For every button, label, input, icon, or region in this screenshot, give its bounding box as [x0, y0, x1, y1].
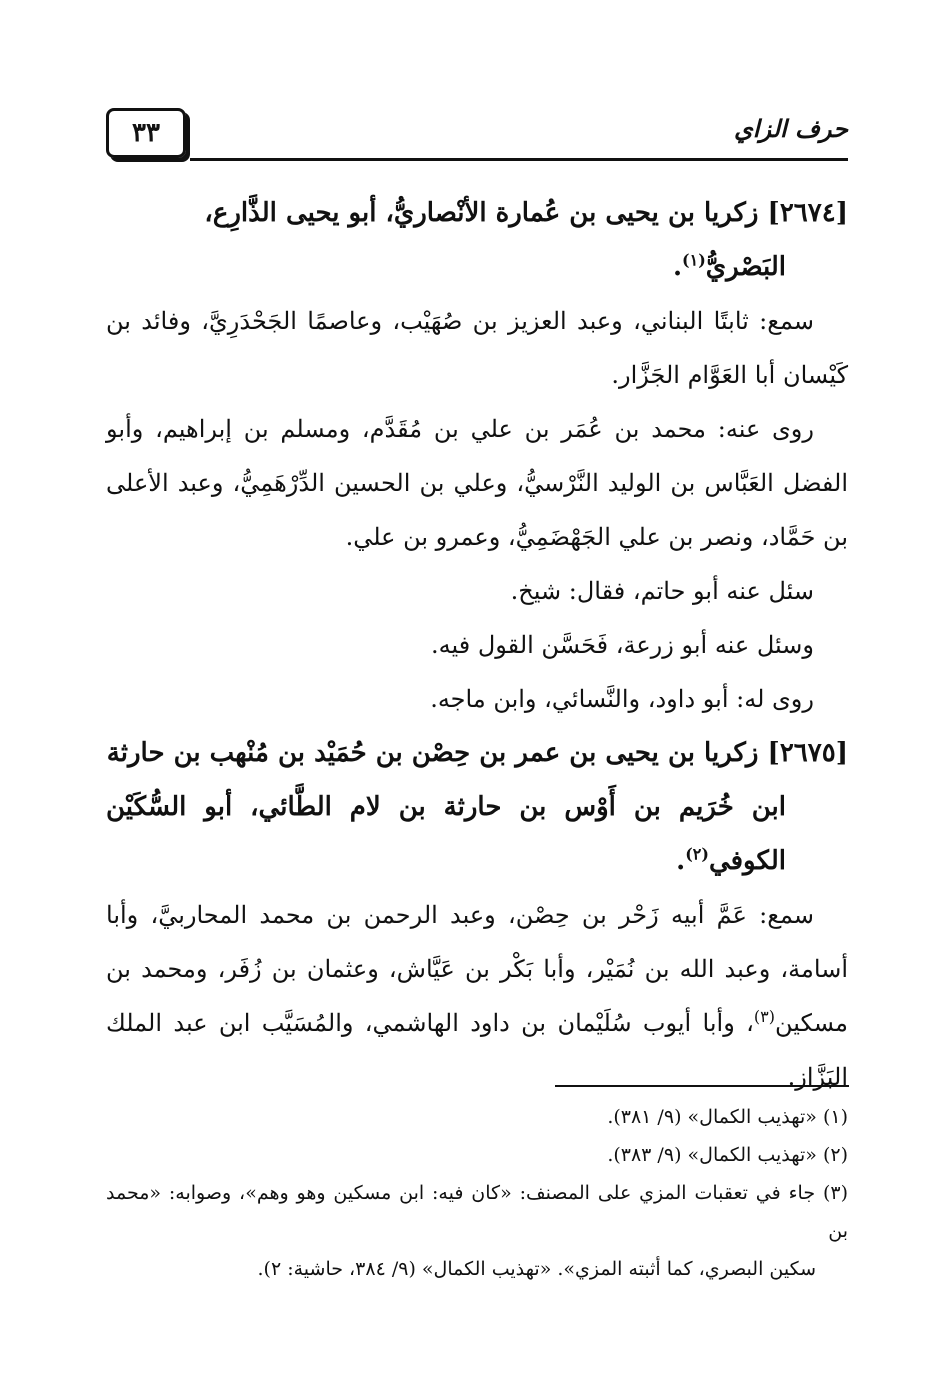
paragraph-narrated-for: روى له: أبو داود، والنَّسائي، وابن ماجه. [430, 685, 814, 713]
entry-title-2675 [106, 726, 848, 888]
paragraph-abu-zura: وسئل عنه أبو زرعة، فَحَسَّن القول فيه. [431, 631, 814, 659]
footnote-3: (٣) جاء في تعقبات المزي على المصنف: «كان فيه: ابن مسكين وهو وهم»، وصوابه: «محمد بن سكين البصري، كما أثبته المزي». «تهذيب الكمال» (٩/ ٣٨٤، حاشية: ٢). [106, 1174, 848, 1288]
entry-title-line: [٢٦٧٤] زكريا بن يحيى بن عُمارة الأنْصاريُّ، أبو يحيى الذَّارِع، [204, 198, 848, 228]
main-text [106, 186, 848, 1104]
header-rule [190, 158, 848, 161]
paragraph-abu-hatim: سئل عنه أبو حاتم، فقال: شيخ. [510, 577, 814, 605]
entry-title-continuation: البَصْريُّ$^{(١)}$. [672, 250, 786, 282]
footnote-2: (٢) «تهذيب الكمال» (٩/ ٣٨٣). [607, 1144, 848, 1166]
entry-title-line: [٢٦٧٥] زكريا بن يحيى بن عمر بن حِصْن بن حُمَيْد بن مُنْهب بن حارثة [106, 738, 848, 768]
footnotes [106, 1098, 848, 1288]
footnote-ref-2: (٢) [685, 844, 709, 864]
footnote-ref-1: (١) [682, 250, 706, 270]
paragraph-heard-from: سمع: ثابتًا البناني، وعبد العزيز بن صُهَيْب، وعاصمًا الجَحْدَرِيَّ، وفائد بن كَيْسان أبا العَوَّام الجَزَّار. [106, 307, 848, 389]
entry-title-2674 [106, 186, 848, 294]
footnote-ref-3: (٣) [753, 1007, 775, 1026]
entry-title-continuation: ابن خُرَيم بن أَوْس بن حارثة بن لام الطَّائي، أبو السُّكَيْن الكوفي$^{(٢)}$. [106, 792, 786, 876]
footnote-3-continuation: سكين البصري، كما أثبته المزي». «تهذيب الكمال» (٩/ ٣٨٤، حاشية: ٢). [257, 1258, 816, 1280]
paragraph-narrated-by: روى عنه: محمد بن عُمَر بن علي بن مُقَدَّم، ومسلم بن إبراهيم، وأبو الفضل العَبَّاس بن الوليد النَّرْسيُّ، وعلي بن الحسين الدِّرْهَمِيُّ، وعبد الأعلى بن حَمَّاد، ونصر بن علي الجَهْضَمِيُّ، وعمرو بن علي. [106, 415, 848, 551]
running-head: حرف الزاي [734, 114, 848, 143]
footnote-1: (١) «تهذيب الكمال» (٩/ ٣٨١). [607, 1106, 848, 1128]
page-number: ٣٣ [106, 108, 186, 158]
footnote-rule [555, 1085, 849, 1087]
paragraph-heard-from-2675: سمع: عَمَّ أبيه زَحْر بن حِصْن، وعبد الرحمن بن محمد المحاربيَّ، وأبا أسامة، وعبد الله بن نُمَيْر، وأبا بَكْر بن عَيَّاش، وعثمان بن زُفَر، ومحمد بن مسكين$^{(٣)}$، وأبا أيوب سُلَيْمان بن داود الهاشمي، والمُسَيَّب ابن عبد الملك البَزَّاز. [106, 901, 849, 1091]
page-header [106, 100, 848, 158]
